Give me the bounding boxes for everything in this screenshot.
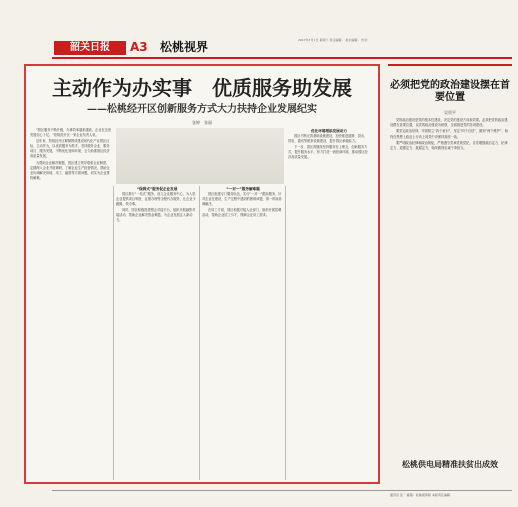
side-article-body (390, 118, 510, 474)
side-article-title: 必须把党的政治建设摆在首要位置 (390, 80, 510, 103)
paragraph: 园区推行“一站式”服务，设立企业服务中心，为入驻企业提供项目审批、证照办理等全程代办服务，让企业少跑腿、快办事。 (116, 192, 196, 207)
paragraph: 要坚定政治信仰，牢固树立“四个意识”，坚定“四个自信”，做到“两个维护”，始终在思想上政治上行动上同党中央保持高度一致。 (390, 129, 508, 139)
side-article (388, 64, 516, 484)
main-subhead: ——松桃经开区创新服务方式大力扶持企业发展纪实 (87, 104, 317, 115)
paragraph: 园区不断完善基础设施建设，加快推进道路、供水、供电、通讯等配套设施建设，提升园区承载能力。 (288, 134, 368, 144)
paragraph: 同时，园区积极搭建银企对接平台，组织开展融资对接活动，帮助企业解决资金难题，为企业发展注入新动力。 (116, 208, 196, 223)
paragraph: “园区服务不断升级，办事效率越来越高，企业在这里发展信心十足。”松桃经开区一家企业负责人说。 (30, 128, 111, 138)
paragraph: 要严明政治纪律和政治规矩，严格遵守党章党规党纪，自觉增强政治定力、纪律定力、道德定力、抵腐定力，始终做到忠诚干净担当。 (390, 140, 508, 151)
paragraph: 园区组建专门服务队伍，实行“一对一”跟踪服务，针对企业在建设、生产过程中遇到的困难问题，第一时间协调解决。 (202, 192, 282, 207)
main-headline: 主动作为办实事 优质服务助发展 (52, 76, 352, 100)
footer-text: 通讯员 张一 邮箱：松桃视界版 本版责任编辑 (390, 493, 450, 497)
paragraph: 近年来，松桃经开区紧紧围绕建设现代化产业园区目标，主动作为，以优质服务为抓手，坚持服务企业、服务项目、服务发展，不断优化营商环境，全力助推园区经济高质量发展。 (30, 139, 110, 159)
main-byline: 张婷 张丽 (192, 120, 212, 125)
footer-rule (52, 490, 512, 491)
article-photo-area (116, 128, 284, 184)
column-subheading: “一对一”服务解难题 (226, 187, 260, 191)
article-column-4 (288, 128, 370, 480)
page-number: A3 (130, 40, 148, 54)
masthead (0, 0, 518, 56)
masthead-rule (52, 57, 512, 59)
side-article-rule (388, 64, 512, 66)
column-subheading: “保姆式”服务促企业发展 (136, 187, 178, 191)
paragraph: 为帮助企业解决难题，园区建立领导联系企业制度，定期深入企业开展调研，了解企业生产经营情况，帮助企业协调解决用地、用工、融资等方面问题，切实为企业排忧解难。 (30, 160, 110, 180)
column-divider (113, 186, 114, 480)
paragraph: 下一步，园区将继续坚持服务至上理念，创新服务方式，提升服务水平，努力打造一流营商环境，推动园区经济高质量发展。 (288, 145, 368, 160)
main-article-frame (24, 64, 380, 484)
column-divider (199, 186, 200, 480)
column-subheading: 优化环境增添发展动力 (311, 129, 347, 133)
side-article-author: 吴贵平 (444, 110, 456, 115)
article-column-3 (202, 186, 284, 480)
newspaper-logo: 韶关日报 (54, 41, 126, 55)
bottom-teaser-title: 松桃供电局精准扶贫出成效 (402, 460, 498, 469)
article-column-2 (116, 186, 198, 480)
section-name: 松桃视界 (160, 40, 209, 54)
article-column-1 (30, 128, 112, 480)
paragraph: 在用工方面，园区积极对接人社部门，组织开展招聘活动，帮助企业招工引才，保障企业用工需求。 (202, 208, 282, 218)
edition-meta: 2017年7月1日 星期六 责任编辑： 美术编辑： 校对： (298, 38, 371, 42)
column-divider (285, 186, 286, 480)
paragraph: 党的政治建设是党的根本性建设，决定党的建设方向和效果。必须把党的政治建设摆在首要位置，以党的政治建设为统领，全面推进党的各项建设。 (390, 118, 508, 128)
